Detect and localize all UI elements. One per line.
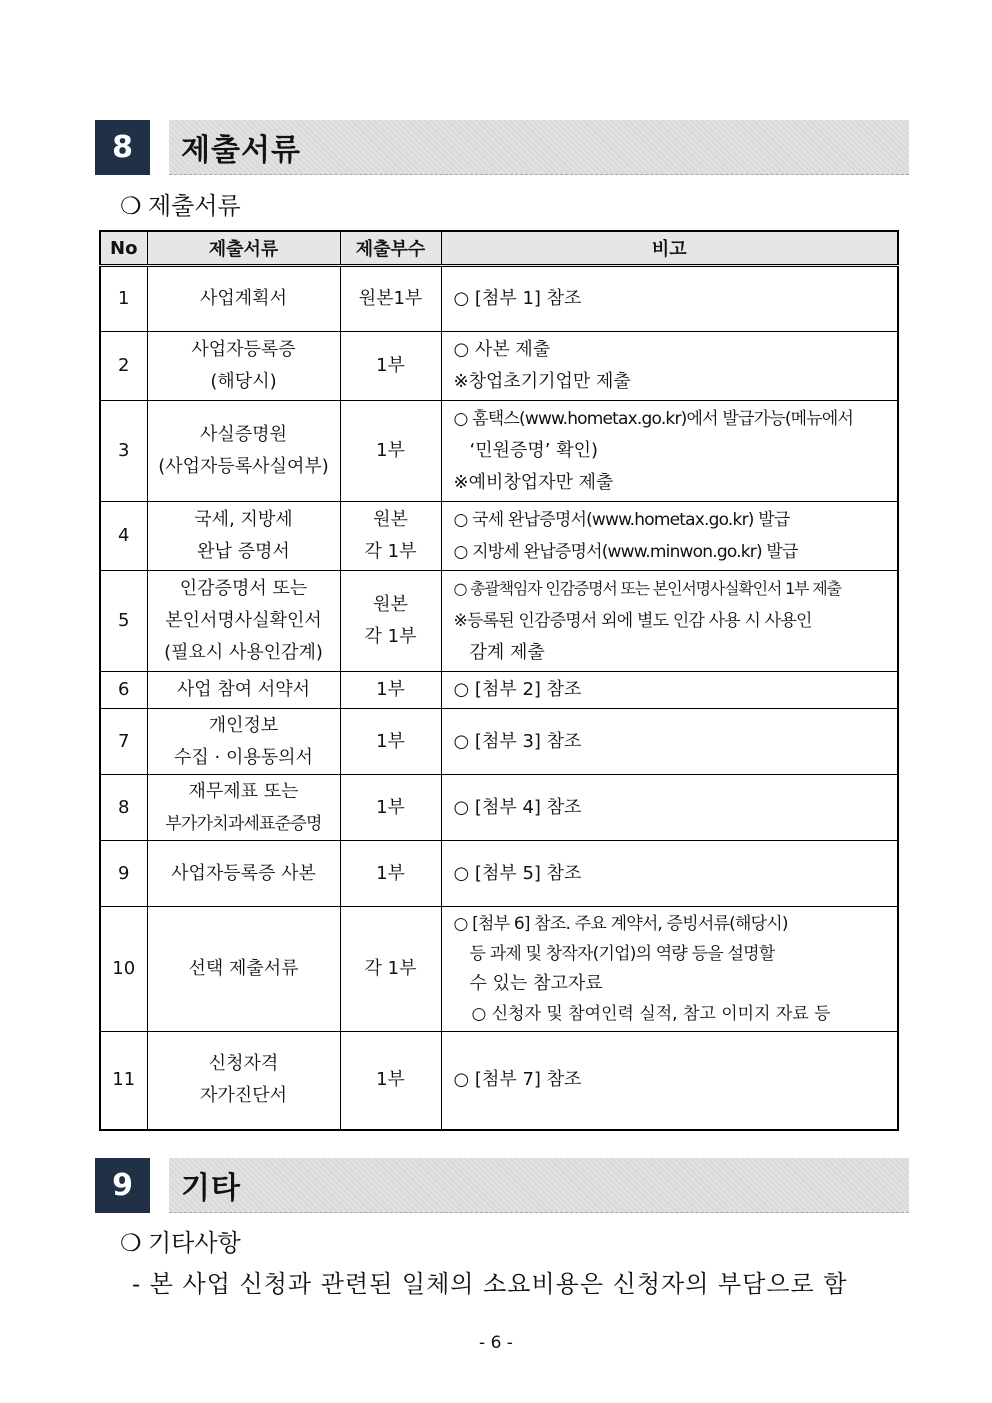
row-copies: 1부	[340, 1032, 441, 1130]
row-document: 사업자등록증 사본	[147, 841, 340, 907]
section-8-bullet	[120, 186, 241, 221]
page-number: - 6 -	[479, 1333, 513, 1353]
table-row	[100, 502, 898, 571]
row-copies: 1부	[340, 332, 441, 401]
row-copies: 원본 각 1부	[340, 502, 441, 571]
table-row	[100, 332, 898, 401]
row-copies: 1부	[340, 401, 441, 502]
row-document: 신청자격 자가진단서	[147, 1032, 340, 1130]
row-document: 인감증명서 또는 본인서명사실확인서 (필요시 사용인감계)	[147, 571, 340, 672]
header-document: 제출서류	[147, 231, 340, 266]
row-no: 1	[100, 266, 147, 332]
row-note: ○ [첨부 2] 참조	[441, 672, 898, 709]
row-note: ○ 국세 완납증명서(www.hometax.go.kr) 발급 ○ 지방세 완납증명서(www.minwon.go.kr) 발급	[441, 502, 898, 571]
section-9-number: 9	[95, 1158, 150, 1213]
section-9-item: - 본 사업 신청과 관련된 일체의 소요비용은 신청자의 부담으로 함	[132, 1270, 848, 1298]
row-no: 5	[100, 571, 147, 672]
section-9-title: 기타	[169, 1158, 909, 1213]
row-note: ○ [첨부 3] 참조	[441, 709, 898, 775]
row-document: 사실증명원 (사업자등록사실여부)	[147, 401, 340, 502]
section-9-bullet	[120, 1223, 241, 1258]
row-copies: 1부	[340, 775, 441, 841]
section-8-header	[95, 120, 909, 175]
section-8-number: 8	[95, 120, 150, 175]
table-row	[100, 571, 898, 672]
row-no: 4	[100, 502, 147, 571]
table-row	[100, 672, 898, 709]
row-no: 9	[100, 841, 147, 907]
row-note: ○ [첨부 7] 참조	[441, 1032, 898, 1130]
row-no: 7	[100, 709, 147, 775]
row-no: 11	[100, 1032, 147, 1130]
row-no: 3	[100, 401, 147, 502]
row-document: 사업 참여 서약서	[147, 672, 340, 709]
row-document: 개인정보 수집 · 이용동의서	[147, 709, 340, 775]
row-copies: 1부	[340, 709, 441, 775]
section-9-header	[95, 1158, 909, 1213]
section-8-bullet-text: 제출서류	[148, 192, 241, 220]
row-note: ○ [첨부 5] 참조	[441, 841, 898, 907]
header-no: No	[100, 231, 147, 266]
row-note: ○ [첨부 1] 참조	[441, 266, 898, 332]
table-row	[100, 266, 898, 332]
table-header-row	[100, 231, 898, 266]
table-row	[100, 1032, 898, 1130]
row-copies: 원본1부	[340, 266, 441, 332]
row-note: ○ 홈택스(www.hometax.go.kr)에서 발급가능(메뉴에서 ‘민원증명’ 확인) ※예비창업자만 제출	[441, 401, 898, 502]
header-copies: 제출부수	[340, 231, 441, 266]
row-document: 사업자등록증 (해당시)	[147, 332, 340, 401]
row-copies: 1부	[340, 672, 441, 709]
row-copies: 원본 각 1부	[340, 571, 441, 672]
section-9-bullet-text: 기타사항	[148, 1229, 241, 1257]
table-row	[100, 401, 898, 502]
row-document: 사업계획서	[147, 266, 340, 332]
row-copies: 1부	[340, 841, 441, 907]
row-document: 국세, 지방세 완납 증명서	[147, 502, 340, 571]
table-row	[100, 709, 898, 775]
row-no: 2	[100, 332, 147, 401]
row-note: ○ 총괄책임자 인감증명서 또는 본인서명사실확인서 1부 제출 ※등록된 인감증명서 외에 별도 인감 사용 시 사용인 감계 제출	[441, 571, 898, 672]
row-document: 선택 제출서류	[147, 907, 340, 1032]
row-note: ○ 사본 제출 ※창업초기기업만 제출	[441, 332, 898, 401]
row-note: ○ [첨부 6] 참조. 주요 계약서, 증빙서류(해당시) 등 과제 및 창작자(기업)의 역량 등을 설명할 수 있는 참고자료 ○ 신청자 및 참여인력 실적, 참고 이미지 자료 등	[441, 907, 898, 1032]
table-row	[100, 841, 898, 907]
bullet-circle-icon: ❍	[120, 192, 142, 220]
table-row	[100, 775, 898, 841]
bullet-circle-icon: ❍	[120, 1229, 142, 1257]
row-document: 재무제표 또는 부가가치과세표준증명	[147, 775, 340, 841]
row-no: 10	[100, 907, 147, 1032]
row-copies: 각 1부	[340, 907, 441, 1032]
row-no: 8	[100, 775, 147, 841]
section-8-title: 제출서류	[169, 120, 909, 175]
documents-table	[99, 230, 899, 1131]
header-note: 비고	[441, 231, 898, 266]
table-row	[100, 907, 898, 1032]
row-no: 6	[100, 672, 147, 709]
row-note: ○ [첨부 4] 참조	[441, 775, 898, 841]
